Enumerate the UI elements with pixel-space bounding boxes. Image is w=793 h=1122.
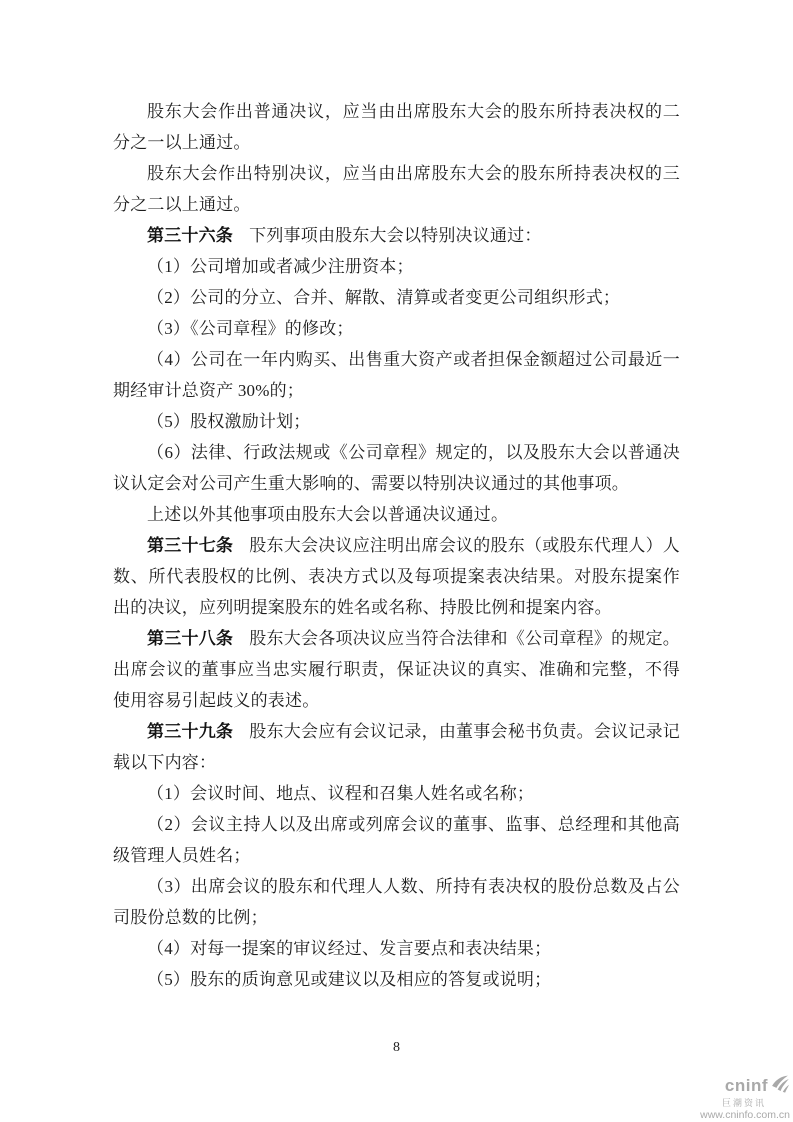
- article-paragraph: 第三十九条 股东大会应有会议记录，由董事会秘书负责。会议记录记载以下内容：: [113, 722, 681, 772]
- cninfo-swirl-icon: [770, 1074, 790, 1097]
- body-paragraph: （1）会议时间、地点、议程和召集人姓名或名称；: [147, 784, 535, 803]
- cninfo-logo: [700, 1074, 790, 1121]
- article-paragraph: 第三十六条 下列事项由股东大会以特别决议通过：: [147, 226, 542, 245]
- body-paragraph: （1）公司增加或者减少注册资本；: [147, 257, 414, 276]
- article-number: 第三十八条: [147, 629, 234, 648]
- cninfo-logo-row: [725, 1074, 790, 1097]
- body-paragraph: （4）公司在一年内购买、出售重大资产或者担保金额超过公司最近一期经审计总资产 30%的；: [113, 350, 680, 400]
- body-paragraph: （6）法律、行政法规或《公司章程》规定的，以及股东大会以普通决议认定会对公司产生重大影响的、需要以特别决议通过的其他事项。: [113, 443, 680, 493]
- body-paragraph: （2）会议主持人以及出席或列席会议的董事、监事、总经理和其他高级管理人员姓名；: [113, 815, 680, 865]
- body-paragraph: （3）出席会议的股东和代理人人数、所持有表决权的股份总数及占公司股份总数的比例；: [113, 877, 680, 927]
- cninfo-caption-text: 巨潮资讯: [721, 1098, 766, 1108]
- body-paragraph: 上述以外其他事项由股东大会以普通决议通过。: [147, 505, 509, 524]
- body-paragraph: （4）对每一提案的审议经过、发言要点和表决结果；: [147, 939, 552, 958]
- body-paragraph: （5）股东的质询意见或建议以及相应的答复或说明；: [147, 970, 552, 989]
- document-body: [113, 96, 680, 995]
- body-paragraph: （2）公司的分立、合并、解散、清算或者变更公司组织形式；: [147, 288, 621, 307]
- body-paragraph: （3）《公司章程》的修改；: [147, 319, 354, 338]
- article-paragraph: 第三十七条 股东大会决议应注明出席会议的股东（或股东代理人）人数、所代表股权的比例、表决方式以及每项提案表决结果。对股东提案作出的决议，应列明提案股东的姓名或名称、持股比例和提案内容。: [113, 536, 681, 617]
- body-paragraph: 股东大会作出普通决议，应当由出席股东大会的股东所持表决权的二分之一以上通过。: [113, 102, 680, 152]
- body-paragraph: （5）股权激励计划；: [147, 412, 311, 431]
- article-number: 第三十七条: [147, 536, 234, 555]
- page-number: 8: [393, 1040, 400, 1055]
- cninfo-url-text: www.cninfo.com.cn: [700, 1109, 790, 1121]
- body-paragraph: 股东大会作出特别决议，应当由出席股东大会的股东所持表决权的三分之二以上通过。: [113, 164, 680, 214]
- article-number: 第三十六条: [147, 226, 233, 245]
- cninfo-brand-text: cninf: [724, 1076, 768, 1095]
- article-number: 第三十九条: [147, 722, 234, 741]
- article-paragraph: 第三十八条 股东大会各项决议应当符合法律和《公司章程》的规定。出席会议的董事应当忠实履行职责，保证决议的真实、准确和完整，不得使用容易引起歧义的表述。: [113, 629, 681, 710]
